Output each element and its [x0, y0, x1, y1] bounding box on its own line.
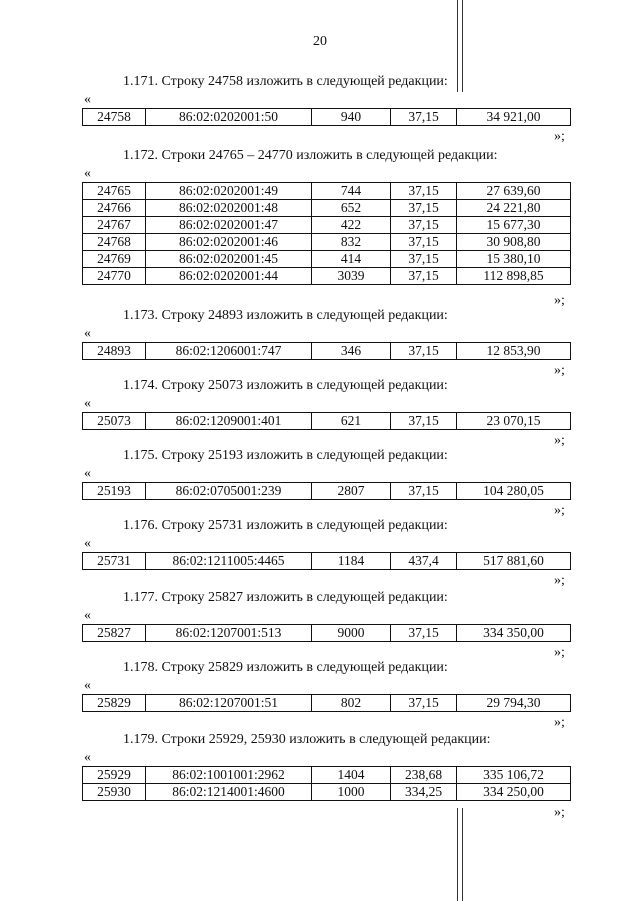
table-cell: 24 221,80 [457, 200, 571, 217]
section-heading: 1.176. Строку 25731 изложить в следующей редакции: [123, 518, 448, 533]
table-row [83, 183, 571, 200]
open-quote: « [84, 750, 91, 765]
table-cell: 86:02:1206001:747 [146, 343, 312, 360]
table-cell: 86:02:0202001:47 [146, 217, 312, 234]
table-row [83, 483, 571, 500]
table-cell: 112 898,85 [457, 268, 571, 285]
table-row [83, 343, 571, 360]
section-heading: 1.172. Строки 24765 – 24770 изложить в следующей редакции: [123, 148, 498, 163]
table-row [83, 553, 571, 570]
table-cell: 25827 [83, 625, 146, 642]
section-heading: 1.173. Строку 24893 изложить в следующей редакции: [123, 308, 448, 323]
table-cell: 86:02:0202001:45 [146, 251, 312, 268]
table-row [83, 200, 571, 217]
table-cell: 86:02:0202001:50 [146, 109, 312, 126]
table-cell: 744 [312, 183, 391, 200]
table-cell: 24758 [83, 109, 146, 126]
table-cell: 37,15 [391, 413, 457, 430]
table-cell: 24768 [83, 234, 146, 251]
table-cell: 30 908,80 [457, 234, 571, 251]
section-heading: 1.175. Строку 25193 изложить в следующей редакции: [123, 448, 448, 463]
table-row [83, 413, 571, 430]
section-heading: 1.179. Строки 25929, 25930 изложить в следующей редакции: [123, 732, 491, 747]
table-cell: 104 280,05 [457, 483, 571, 500]
section-heading: 1.178. Строку 25829 изложить в следующей редакции: [123, 660, 448, 675]
table-row [83, 784, 571, 801]
table-cell: 24769 [83, 251, 146, 268]
table-row [83, 695, 571, 712]
table-row [83, 251, 571, 268]
data-table [82, 694, 571, 712]
table-cell: 422 [312, 217, 391, 234]
table-cell: 334 350,00 [457, 625, 571, 642]
table-cell: 86:02:0202001:46 [146, 234, 312, 251]
open-quote: « [84, 326, 91, 341]
table-cell: 437,4 [391, 553, 457, 570]
table-cell: 238,68 [391, 767, 457, 784]
data-table [82, 342, 571, 360]
table-cell: 86:02:0705001:239 [146, 483, 312, 500]
close-quote: »; [554, 503, 565, 518]
table-cell: 37,15 [391, 109, 457, 126]
table-row [83, 767, 571, 784]
page-number: 20 [313, 34, 327, 49]
table-row [83, 109, 571, 126]
table-cell: 34 921,00 [457, 109, 571, 126]
table-cell: 86:02:0202001:49 [146, 183, 312, 200]
close-quote: »; [554, 805, 565, 820]
table-cell: 832 [312, 234, 391, 251]
table-cell: 3039 [312, 268, 391, 285]
table-cell: 25073 [83, 413, 146, 430]
table-cell: 37,15 [391, 625, 457, 642]
table-cell: 2807 [312, 483, 391, 500]
table-cell: 802 [312, 695, 391, 712]
table-cell: 12 853,90 [457, 343, 571, 360]
data-table [82, 766, 571, 801]
open-quote: « [84, 608, 91, 623]
table-cell: 37,15 [391, 343, 457, 360]
table-cell: 334 250,00 [457, 784, 571, 801]
table-cell: 414 [312, 251, 391, 268]
data-table [82, 624, 571, 642]
table-cell: 23 070,15 [457, 413, 571, 430]
table-cell: 1000 [312, 784, 391, 801]
table-cell: 86:02:1211005:4465 [146, 553, 312, 570]
table-cell: 24770 [83, 268, 146, 285]
table-cell: 1404 [312, 767, 391, 784]
table-cell: 334,25 [391, 784, 457, 801]
close-quote: »; [554, 363, 565, 378]
table-cell: 37,15 [391, 483, 457, 500]
table-cell: 335 106,72 [457, 767, 571, 784]
section-heading: 1.177. Строку 25827 изложить в следующей редакции: [123, 590, 448, 605]
fold-mark-top [457, 0, 458, 92]
close-quote: »; [554, 293, 565, 308]
table-cell: 37,15 [391, 695, 457, 712]
close-quote: »; [554, 129, 565, 144]
table-cell: 25930 [83, 784, 146, 801]
table-row [83, 625, 571, 642]
table-cell: 86:02:0202001:44 [146, 268, 312, 285]
fold-mark-bottom [457, 808, 458, 901]
table-cell: 37,15 [391, 268, 457, 285]
fold-mark-bottom-2 [462, 808, 463, 901]
table-cell: 24893 [83, 343, 146, 360]
data-table [82, 412, 571, 430]
table-cell: 15 380,10 [457, 251, 571, 268]
table-cell: 86:02:1207001:51 [146, 695, 312, 712]
table-cell: 9000 [312, 625, 391, 642]
table-row [83, 268, 571, 285]
table-cell: 24765 [83, 183, 146, 200]
table-cell: 37,15 [391, 251, 457, 268]
table-cell: 15 677,30 [457, 217, 571, 234]
table-cell: 24767 [83, 217, 146, 234]
close-quote: »; [554, 715, 565, 730]
table-cell: 86:02:0202001:48 [146, 200, 312, 217]
table-cell: 86:02:1209001:401 [146, 413, 312, 430]
table-cell: 24766 [83, 200, 146, 217]
open-quote: « [84, 678, 91, 693]
table-row [83, 234, 571, 251]
table-cell: 517 881,60 [457, 553, 571, 570]
close-quote: »; [554, 645, 565, 660]
data-table [82, 108, 571, 126]
data-table [82, 182, 571, 285]
table-cell: 27 639,60 [457, 183, 571, 200]
table-cell: 86:02:1207001:513 [146, 625, 312, 642]
table-cell: 621 [312, 413, 391, 430]
fold-mark-top-2 [462, 0, 463, 92]
table-cell: 25829 [83, 695, 146, 712]
close-quote: »; [554, 573, 565, 588]
table-row [83, 217, 571, 234]
table-cell: 86:02:1001001:2962 [146, 767, 312, 784]
table-cell: 25193 [83, 483, 146, 500]
table-cell: 25731 [83, 553, 146, 570]
table-cell: 37,15 [391, 183, 457, 200]
open-quote: « [84, 166, 91, 181]
data-table [82, 552, 571, 570]
section-heading: 1.174. Строку 25073 изложить в следующей редакции: [123, 378, 448, 393]
open-quote: « [84, 466, 91, 481]
table-cell: 25929 [83, 767, 146, 784]
open-quote: « [84, 536, 91, 551]
table-cell: 940 [312, 109, 391, 126]
table-cell: 86:02:1214001:4600 [146, 784, 312, 801]
table-cell: 37,15 [391, 217, 457, 234]
table-cell: 37,15 [391, 200, 457, 217]
section-heading: 1.171. Строку 24758 изложить в следующей редакции: [123, 74, 448, 89]
table-cell: 652 [312, 200, 391, 217]
table-cell: 346 [312, 343, 391, 360]
table-cell: 1184 [312, 553, 391, 570]
table-cell: 29 794,30 [457, 695, 571, 712]
data-table [82, 482, 571, 500]
close-quote: »; [554, 433, 565, 448]
open-quote: « [84, 92, 91, 107]
open-quote: « [84, 396, 91, 411]
table-cell: 37,15 [391, 234, 457, 251]
